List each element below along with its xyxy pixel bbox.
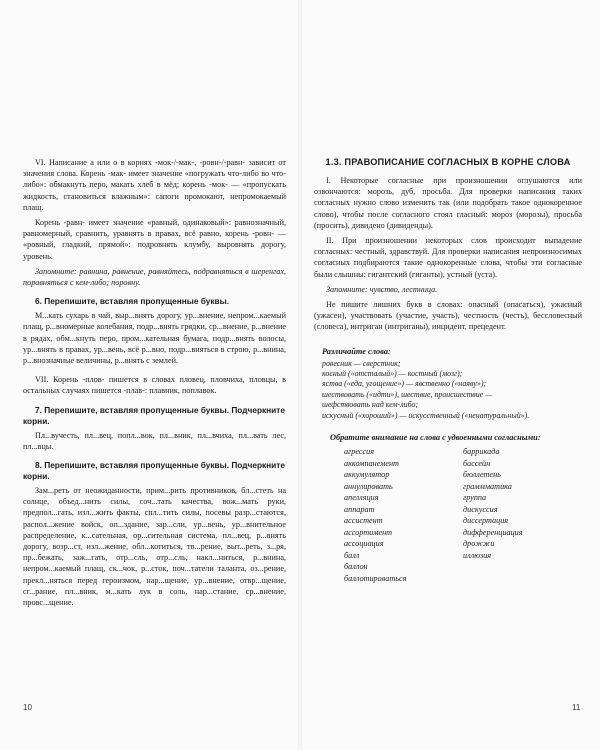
word-item: бассейн — [463, 458, 491, 468]
distinguish-title: Различайте слова: — [322, 346, 391, 356]
section-title: 1.3. ПРАВОПИСАНИЕ СОГЛАСНЫХ В КОРНЕ СЛОВА — [325, 157, 571, 167]
rule-vi-paragraph: VI. Написание а или о в корнях -мок-/-мак-, -ровн-/-равн- зависит от значения слова. Корень -мак- имеет значение «погружать что-либо во что-либо»: обмакнуть перо, макать хлеб в мёд; корень -мок- — «пропускать жидкость, становиться влажным»: сапоги промокают, непромокаемый плащ. — [23, 158, 286, 212]
word-item: иллюзия — [463, 550, 492, 560]
word-item: аккомпанемент — [344, 458, 399, 468]
right-page — [300, 0, 600, 750]
word-item: группа — [463, 493, 487, 503]
word-item: баллотироваться — [344, 573, 407, 583]
word-item: дискуссия — [463, 504, 498, 514]
words-column-1 — [344, 446, 463, 584]
word-item: баррикада — [463, 447, 500, 457]
word-item: дрожжи — [463, 539, 495, 549]
word-item: бюллетень — [463, 470, 501, 480]
rule-vi-roots-paragraph: Корень -равн- имеет значение «равный, одинаковый»: равнозначный, равномерный, сравнить, уравнять в правах, всё равно, корень -ровн- — «ровный, гладкий, прямой»: подровнять клумбу, выровнять дорогу, уровень. — [23, 218, 286, 261]
words-column-2 — [463, 446, 582, 584]
word-item: апелляция — [344, 493, 379, 503]
exercise-6-title: 6. Перепишите, вставляя пропущенные буквы. — [35, 296, 230, 307]
word-item: агрессия — [344, 447, 375, 457]
double-consonants-title: Обратите внимание на слова с удвоенными согласными: — [330, 433, 541, 443]
double-consonants-list — [344, 446, 582, 584]
word-item: ассистент — [344, 516, 383, 526]
word-item: дифференциация — [463, 527, 523, 537]
word-item: граммматика — [463, 481, 512, 491]
distinguish-line: шествовать («идти»), шествие, происшествие — — [322, 389, 493, 399]
word-item: ассоциация — [344, 539, 384, 549]
exercise-6-text: М...кать сухарь в чай, выр...внять дорогу, ур...внение, непром...каемый плащ, р...вномерные колебания, подр...внять грядки, ср...внение, р...внение в рядах, обм...кнуть перо, пром...кательная бумага, подр...внять волосы, ур...внять в правах, ур...вень, всё р...вно, подр...вняться в строю, р...внина, р...внозначные величины, р...внять с землей. — [23, 311, 286, 366]
exercise-8-text: Зам...реть от неожиданности, прим...рить противников, бл...стеть на солнце, объед...нить силы, соч...тать качества, вож...мать руки, предпол...гать, изл...жить факты, спл...тить силы, посевы разр...стаются, распол...жение войск, оп...здание, зар...сли, ур...вень, ур...внительное распределение, к...сательная, ор...сительная система, пл...вец, р...внять дорогу, возр...ст, изл...жение, обл...котиться, тв...рение, выт...реть, з...ря, пр...бежать, заж...гать, отр...сль, отр...сль, накл...ниться, р...внина, непром...каемый плащ, ск...чок, р...сток, поч...татели таланта, оз...рение, прекл...няться перед героизмом, нар...щение, ур...внение, отвр...щение, сг...рание, пл...вник, м...кать лук в соль, нар...стание, ср...внение, провс...щение. — [23, 486, 286, 608]
remember-paragraph: Запомните: равнина, равнение, равняйтесь, подравняться в шеренгах, поравняться с кем-либо; поровну. — [23, 266, 286, 288]
exercise-7-title: 7. Перепишите, вставляя пропущенные буквы. Подчеркните корни. — [23, 404, 285, 426]
rule-vii-paragraph: VII. Корень -плов- пишется в словах пловец, пловчиха, пловцы, в остальных случаях пишется -плав-: плавник, поплавок. — [23, 375, 286, 396]
extra-letters-paragraph: Не пишите лишних букв в словах: опасный (опасаться), ужасный (ужасен), участвовать (участие, участь), честность (честь), бессловесный (словеса), интриган (интриганы), инцидент, прецедент. — [314, 300, 582, 332]
distinguish-line: искусный («хороший») — искусственный («ненатуральный»). — [322, 410, 530, 420]
page-number-left: 10 — [23, 703, 32, 712]
word-item: балл — [344, 550, 360, 560]
remember-note: Запомните: чувство, лестница. — [326, 284, 438, 294]
distinguish-line: яства («еда, угощение») — явственно («наяву»); — [322, 379, 487, 389]
page-number-right: 11 — [572, 703, 581, 712]
word-item: диссертация — [463, 516, 509, 526]
word-item: аппарат — [344, 504, 375, 514]
word-item: аккумулятор — [344, 470, 390, 480]
distinguish-line: шефствовать над кем-либо; — [322, 400, 419, 410]
word-item: ассортимент — [344, 527, 393, 537]
rule-ii-paragraph: II. При произношении некоторых слов происходит выпадение согласных: честный, здравствуй. Для проверки написания непроизносимых согласных подбираются такие однокоренные слова, чтобы эти согласные были слышны: гигантский (гиганты), устный (уста). — [314, 236, 582, 279]
exercise-8-title: 8. Перепишите, вставляя пропущенные буквы. Подчеркните корни. — [23, 460, 285, 482]
distinguish-line: косный («отсталый») — костный (мозг); — [322, 369, 463, 379]
word-item: баллон — [344, 562, 368, 572]
word-item: аннулировать — [344, 481, 393, 491]
rule-i-paragraph: I. Некоторые согласные при произношении оглушаются или озвончаются: морозь, дуб, просьба. Для проверки написания таких согласных нужно слово изменить так (или подобрать такое однокоренное слово), чтобы после согласного стоял гласный: мороз (морозы), просьба (просить), дивидено (дивиденды). — [314, 176, 582, 230]
distinguish-line: ровесник — сверстник; — [322, 358, 401, 368]
exercise-7-text: Пл...вучесть, пл...вец, попл...вок, пл...вник, пл...вчиха, пл...вать лес, пл...вцы. — [23, 430, 286, 451]
